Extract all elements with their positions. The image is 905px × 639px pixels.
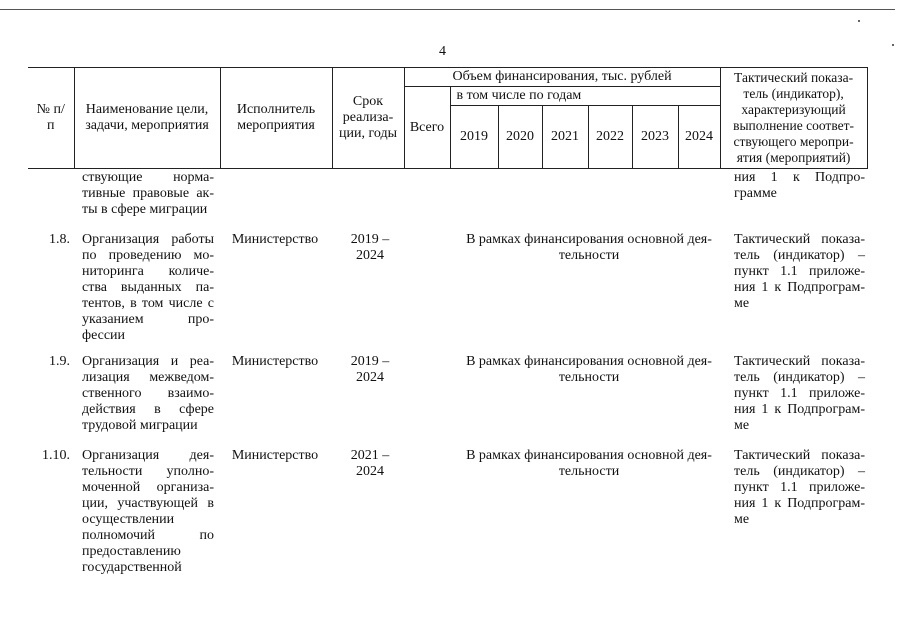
header-year: 2022 [588,106,632,169]
continuation-indicator: ния 1 к Подпро-грамме [734,170,865,201]
row-number: 1.8. [49,232,70,247]
header-year: 2021 [542,106,588,169]
row-funding: В рамках финансирования основной дея-тельности [466,354,712,385]
header-by-years: в том числе по годам [450,87,720,106]
row-funding: В рамках финансирования основной дея-тельности [466,232,712,263]
table-body [28,170,867,576]
header-funding: Объем финансирования, тыс. рублей [404,68,720,87]
header-name: Наименование цели, задачи, мероприятия [74,68,220,169]
page-number: 4 [439,44,446,59]
row-term: 2019 – 2024 [350,354,390,385]
row-name: Организация и реа-лизация межведом-ственного взаимо-действия в сфере трудовой миграции [82,354,214,433]
header-number: № п/п [28,68,74,169]
header-indicator: Тактический показа-тель (индикатор), характеризующий выполнение соответ-ствующего меропри-ятия (мероприятий) [720,68,867,169]
row-funding: В рамках финансирования основной дея-тельности [466,448,712,479]
row-executor: Министерство [231,232,319,247]
scan-speck [892,44,894,46]
header-term: Срок реализа-ции, годы [332,68,404,169]
table-row [28,448,867,576]
row-executor: Министерство [231,448,319,463]
row-name: Организация дея-тельности уполно-моченной организа-ции, участвующей в осуществлении полномочий по предоставлению государственной [82,448,214,575]
row-number: 1.9. [49,354,70,369]
header-total: Всего [404,87,450,169]
header-year: 2020 [498,106,542,169]
row-indicator: Тактический показа-тель (индикатор) – пункт 1.1 приложе-ния 1 к Подпрограм-ме [734,448,865,527]
top-rule [0,9,895,10]
continuation-row [28,170,867,218]
continuation-name: ствующие норма-тивные правовые ак-ты в сфере миграции [82,170,214,217]
header-year: 2023 [632,106,678,169]
table-row [28,354,867,434]
row-term: 2019 – 2024 [350,232,390,263]
row-indicator: Тактический показа-тель (индикатор) – пункт 1.1 приложе-ния 1 к Подпрограм-ме [734,354,865,433]
row-executor: Министерство [231,354,319,369]
header-year: 2019 [450,106,498,169]
row-number: 1.10. [42,448,70,463]
table-row [28,232,867,344]
row-term: 2021 – 2024 [350,448,390,479]
row-indicator: Тактический показа-тель (индикатор) – пункт 1.1 приложе-ния 1 к Подпрограм-ме [734,232,865,311]
row-name: Организация работы по проведению мо-ниторинга количе-ства выданных па-тентов, в том числе с указанием про-фессии [82,232,214,343]
header-executor: Исполнитель мероприятия [220,68,332,169]
header-year: 2024 [678,106,720,169]
table-header [28,67,868,169]
scan-speck [858,20,860,22]
